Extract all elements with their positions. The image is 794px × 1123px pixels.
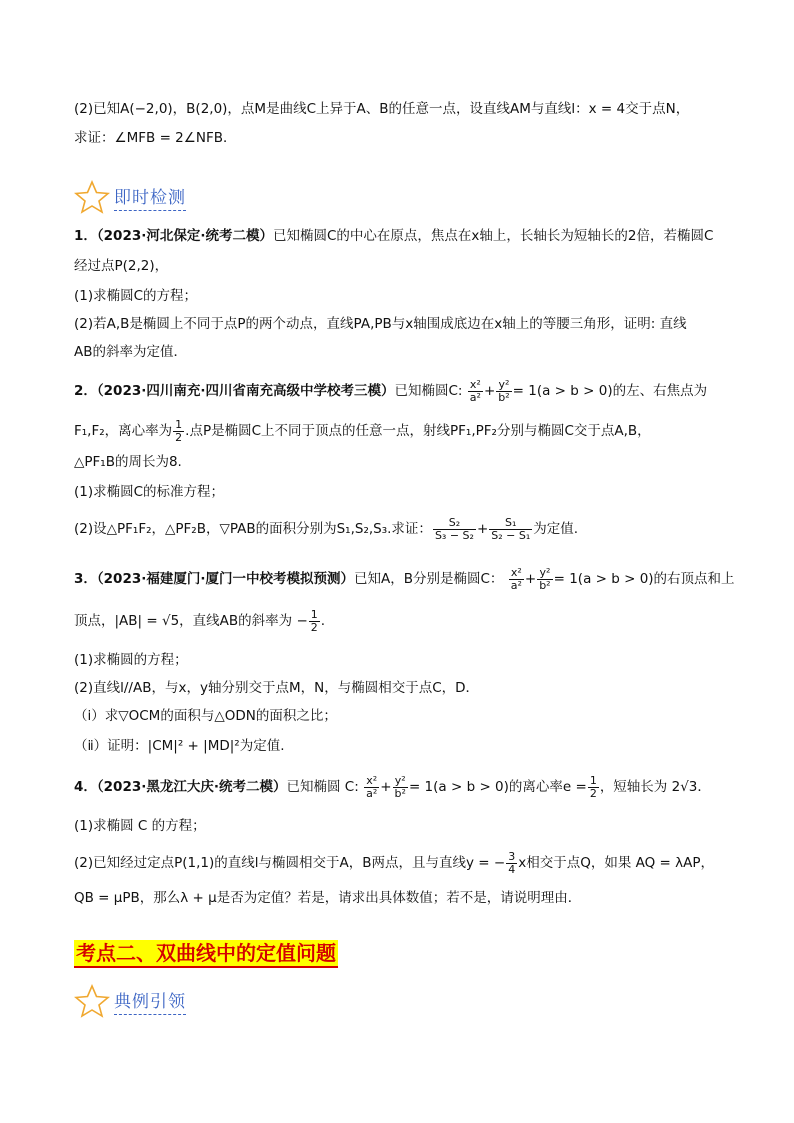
section-title: 即时检测 [114, 183, 186, 211]
prev-q2-line1: (2)已知A(−2,0)，B(2,0)，点M是曲线C上异于A、B的任意一点，设直线AM与直线l：x = 4交于点N， [74, 101, 690, 117]
problem-source: （2023·福建厦门·厦门一中校考模拟预测） [96, 571, 354, 587]
problem-4-q2: (2)已知经过定点P(1,1)的直线l与椭圆相交于A，B两点，且与直线y = − $\frac{3}{4}$ x相交于点Q，如果 AQ = λAP， [74, 849, 715, 876]
problem-2-line2: F₁,F₂，离心率为 $\frac{1}{2}$ .点P是椭圆C上不同于顶点的任意一点，射线PF₁,PF₂分别与椭圆C交于点A,B， [74, 417, 651, 444]
problem-2-q1: (1)求椭圆C的标准方程； [74, 484, 225, 500]
problem-3-q2: (2)直线l//AB，与x，y轴分别交于点M，N，与椭圆相交于点C，D． [74, 680, 480, 696]
prev-q2-line2: 求证：∠MFB = 2∠NFB． [74, 130, 237, 146]
section-header-practice [74, 180, 186, 214]
problem-1-q1: (1)求椭圆C的方程； [74, 288, 198, 304]
problem-2-q2: (2)设△PF₁F₂，△PF₂B，▽PAB的面积分别为S₁,S₂,S₃.求证： $\frac{\text{S₂}}{\text{S₃ − S₂}}$ + $\frac{\text{S₁}}{\text{S₂ − S₁}}$ 为定值. [74, 515, 579, 542]
star-icon [74, 984, 110, 1018]
fraction: $\frac{\text{y²}}{\text{b²}}$ [498, 377, 510, 404]
problem-4-q1: (1)求椭圆 C 的方程； [74, 818, 206, 834]
problem-3-q1: (1)求椭圆的方程； [74, 652, 188, 668]
problem-3-line2: 顶点，|AB| = √5，直线AB的斜率为 − $\frac{1}{2}$ . [74, 607, 326, 634]
problem-3-line1: 3．（2023·福建厦门·厦门一中校考模拟预测）已知A，B分别是椭圆C： $\frac{\text{x²}}{\text{a²}}$ + $\frac{\text{y²}}{\text{b²}}$ = 1(a > b > 0)的右顶点和上 [74, 565, 735, 592]
problem-number: 1． [74, 228, 97, 244]
topic-heading: 考点二、双曲线中的定值问题 [74, 940, 338, 968]
problem-3-q2i: （i）求▽OCM的面积与△ODN的面积之比； [74, 708, 337, 724]
section-title: 典例引领 [114, 987, 186, 1015]
fraction: $\frac{\text{S₁}}{\text{S₂ − S₁}}$ [491, 515, 531, 542]
problem-number: 4． [74, 779, 97, 795]
fraction: $\frac{\text{x²}}{\text{a²}}$ [469, 377, 481, 404]
problem-source: （2023·河北保定·统考二模） [96, 228, 273, 244]
fraction: $\frac{3}{4}$ [508, 849, 516, 876]
problem-1-line2: 经过点P(2,2)， [74, 258, 169, 274]
problem-text: 已知椭圆C: [394, 383, 463, 399]
problem-source: （2023·黑龙江大庆·统考二模） [96, 779, 287, 795]
fraction: $\frac{1}{2}$ [175, 417, 183, 444]
problem-4-line1: 4．（2023·黑龙江大庆·统考二模）已知椭圆 C: $\frac{\text{x²}}{\text{a²}}$ + $\frac{\text{y²}}{\text{b²}}$ = 1(a > b > 0)的离心率e = $\frac{1}{2}$ ，短轴长为 2√3． [74, 773, 711, 800]
problem-number: 2． [74, 383, 97, 399]
problem-2-line3: △PF₁B的周长为8. [74, 454, 182, 470]
problem-4-q2b: QB = μPB，那么λ + μ是否为定值？若是，请求出具体数值；若不是，请说明理由． [74, 890, 582, 906]
problem-1-q2b: AB的斜率为定值． [74, 344, 187, 360]
problem-1-line1 [74, 226, 713, 246]
fraction: $\frac{\text{y²}}{\text{b²}}$ [394, 773, 406, 800]
problem-3-q2ii: （ⅱ）证明：|CM|² + |MD|²为定值. [74, 738, 285, 754]
fraction: $\frac{\text{x²}}{\text{a²}}$ [366, 773, 378, 800]
problem-1-q2a: (2)若A,B是椭圆上不同于点P的两个动点，直线PA,PB与x轴围成底边在x轴上的等腰三角形，证明: 直线 [74, 316, 687, 332]
fraction: $\frac{\text{S₂}}{\text{S₃ − S₂}}$ [434, 515, 474, 542]
section-header-examples [74, 984, 186, 1018]
fraction: $\frac{1}{2}$ [310, 607, 318, 634]
problem-text: = 1(a > b > 0)的左、右焦点为 [512, 383, 708, 399]
problem-source: （2023·四川南充·四川省南充高级中学校考三模） [96, 383, 395, 399]
fraction: $\frac{\text{x²}}{\text{a²}}$ [510, 565, 522, 592]
problem-2-line1: 2．（2023·四川南充·四川省南充高级中学校考三模）已知椭圆C: $\frac{\text{x²}}{\text{a²}}$ + $\frac{\text{y²}}{\text{b²}}$ = 1(a > b > 0)的左、右焦点为 [74, 377, 708, 404]
problem-number: 3． [74, 571, 97, 587]
fraction: $\frac{\text{y²}}{\text{b²}}$ [539, 565, 551, 592]
star-icon [74, 180, 110, 214]
fraction: $\frac{1}{2}$ [589, 773, 597, 800]
problem-text: 已知椭圆C的中心在原点，焦点在x轴上，长轴长为短轴长的2倍，若椭圆C [273, 228, 714, 244]
